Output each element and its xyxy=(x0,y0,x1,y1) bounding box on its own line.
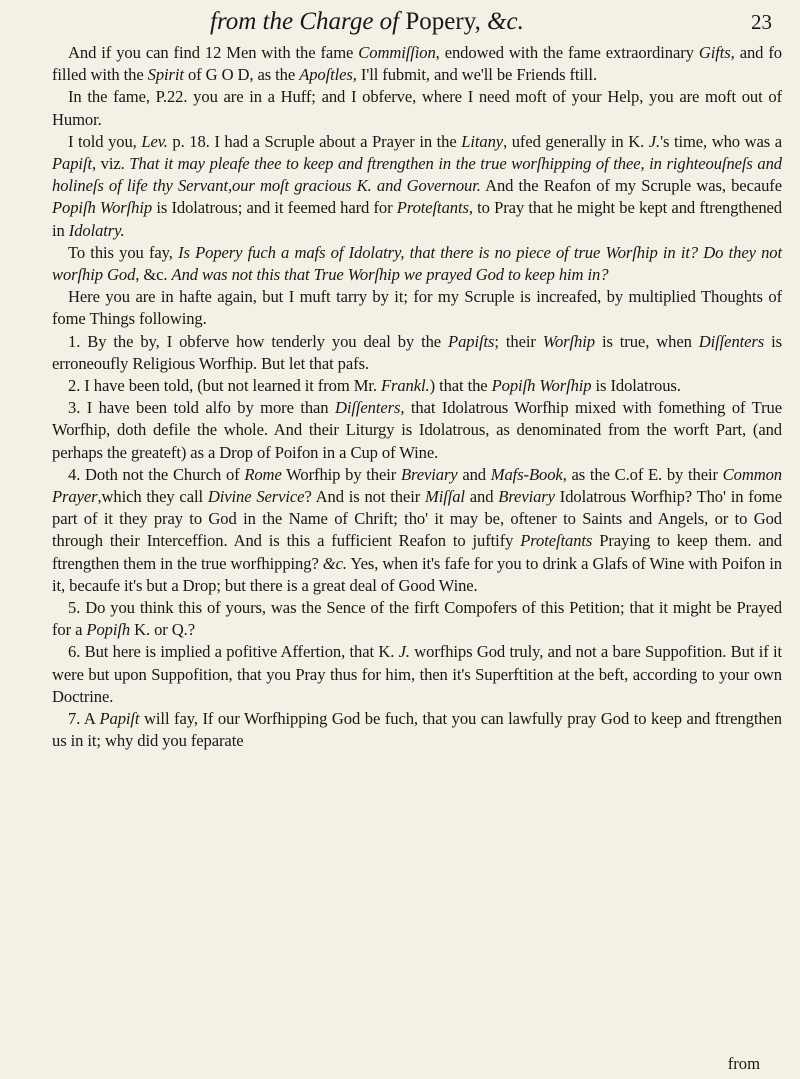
italic-run: Papiſt xyxy=(99,709,140,729)
text-run: ? And is not their xyxy=(304,487,425,507)
text-run: is Idolatrous; and it feemed hard for xyxy=(152,198,397,218)
text-run: 6. But here is implied a pofitive Affertion, that K. xyxy=(68,642,399,662)
running-head xyxy=(210,8,524,36)
italic-run: Proteſtants xyxy=(396,198,469,218)
italic-run: Gifts xyxy=(698,43,731,62)
italic-run: &c. xyxy=(322,553,347,573)
paragraph xyxy=(52,597,782,641)
paragraph xyxy=(52,397,782,464)
catchword: from xyxy=(727,1054,760,1073)
italic-run: Miſſal xyxy=(424,487,465,507)
text-run: , and fo filled with the xyxy=(52,43,782,85)
text-run: Idolatrous Worfhip? Tho' in fome part of it they pray to God in the Name of Chrift; tho' it may be, oftener to Saints and Angels, or to God through their Interceffion. And is this a fufficient Reafon to juftify xyxy=(52,487,782,551)
text-run: In the fame, P.22. you are in a Huff; and I obferve, where I need moft of your Help, you are moft out of Humor. xyxy=(52,87,782,129)
italic-run: Mafs-Book xyxy=(490,464,563,484)
text-run: 2. I have been told, (but not learned it from Mr. xyxy=(68,376,381,396)
text-run: Here you are in hafte again, but I muft tarry by it; for my Scruple is increafed, by multiplied Thoughts of fome Things following. xyxy=(52,287,782,329)
italic-run: Breviary xyxy=(400,464,458,484)
text-run: Praying to keep them. and ftrengthen them in the true worfhipping? xyxy=(52,531,782,573)
paragraph xyxy=(52,131,782,242)
italic-run: J. xyxy=(398,642,410,662)
italic-run: Divine Service xyxy=(207,487,305,507)
italic-run: Diſſenters xyxy=(334,398,401,418)
text-run: of G O D, as the xyxy=(183,65,300,85)
text-run: Worfhip by their xyxy=(281,464,401,484)
text-run: 7. A xyxy=(68,709,100,729)
text-run: , as the C.of E. by their xyxy=(562,464,723,484)
text-run: , ufed generally in K. xyxy=(503,131,649,151)
paragraph xyxy=(52,286,782,330)
italic-run: Litany xyxy=(461,131,504,151)
italic-run: Common Prayer xyxy=(52,464,782,507)
italic-run: Worſhip xyxy=(542,331,595,351)
paragraph xyxy=(52,708,782,752)
text-run: &c. xyxy=(139,265,172,285)
italic-run: Is Popery fuch a mafs of Idolatry, that there is no piece of true Worſhip in it? Do they not worſhip God, xyxy=(52,242,782,285)
text-run: And the Reafon of my Scruple was, becaufe xyxy=(480,176,782,196)
paragraph xyxy=(52,464,782,597)
italic-run: Popiſh xyxy=(86,620,131,640)
text-run: is true, when xyxy=(594,331,699,351)
text-run: and xyxy=(464,487,499,507)
text-run: ; their xyxy=(494,331,543,351)
italic-run: And was not this that True Worſhip we prayed God to keep him in? xyxy=(171,265,609,285)
paragraph xyxy=(52,42,782,86)
paragraph xyxy=(52,331,782,375)
text-run: 1. By the by, I obferve how tenderly you deal by the xyxy=(68,331,449,351)
text-run: worfhips God truly, and not a bare Suppofition. But if it were but upon Suppofition, that you Pray thus for him, then it's Superftition at the beft, according to your own Doctrine. xyxy=(52,642,782,706)
paragraph xyxy=(52,242,782,286)
italic-run: Apoſtles xyxy=(299,65,353,85)
paragraph xyxy=(52,375,782,397)
italic-run: Popiſh Worſhip xyxy=(52,198,153,218)
italic-run: Papiſt xyxy=(52,154,92,174)
text-run: Yes, when it's fafe for you to drink a Glafs of Wine with Poifon in it, becaufe it's but a Drop; but there is a great deal of Good Wine. xyxy=(52,553,782,595)
paragraph xyxy=(52,641,782,708)
italic-run: Papiſts xyxy=(448,331,495,351)
text-run: And if you can find 12 Men with the fame xyxy=(68,43,359,62)
page-number: 23 xyxy=(751,10,772,34)
italic-run: J. xyxy=(648,131,661,151)
italic-run: Popiſh Worſhip xyxy=(491,376,592,396)
body-text xyxy=(52,42,782,753)
text-run: 's time, who was a xyxy=(660,131,782,151)
text-run: 3. I have been told alfo by more than xyxy=(68,398,335,418)
italic-run: Spirit xyxy=(147,65,184,85)
page-header xyxy=(52,6,782,42)
italic-run: Lev. xyxy=(141,131,168,151)
text-run: is Idolatrous. xyxy=(591,376,681,396)
text-run: , I'll fubmit, and we'll be Friends ftill. xyxy=(352,65,597,85)
text-run: 4. Doth not the Church of xyxy=(68,464,245,484)
italic-run: Proteſtants xyxy=(520,531,593,551)
text-run: K. or Q.? xyxy=(130,620,195,640)
text-run: and xyxy=(457,464,491,484)
text-run: will fay, If our Worfhipping God be fuch, that you can lawfully pray God to keep and ftrengthen us in it; why did you feparate xyxy=(52,709,782,751)
text-run: 5. Do you think this of yours, was the Sence of the firft Compofers of this Petition; that it might be Prayed for a xyxy=(52,598,782,640)
italic-run: Idolatry. xyxy=(68,220,125,240)
text-run: I told you, xyxy=(68,131,142,151)
text-run: is erroneoufly Religious Worfhip. But let that pafs. xyxy=(52,331,782,373)
italic-run: Commiſſion xyxy=(358,43,436,62)
italic-run: Breviary xyxy=(498,487,555,507)
italic-run: Diſſenters xyxy=(698,331,765,351)
text-run: , endowed with the fame extraordinary xyxy=(435,43,699,62)
running-head-italic: from the Charge of xyxy=(210,8,400,35)
text-run: , viz. xyxy=(91,154,130,174)
running-head-etc: &c. xyxy=(487,8,524,35)
running-head-roman: Popery, xyxy=(399,8,488,35)
text-run: , that Idolatrous Worfhip mixed with fomething of True Worfhip, doth defile the whole. And their Liturgy is Idolatrous, as denominated from the worft Part, (and perhaps the greateft) as a Drop of Poifon in a Cup of Wine. xyxy=(52,398,783,462)
text-run: To this you fay, xyxy=(68,242,179,262)
text-run: ,which they call xyxy=(97,487,208,507)
italic-run: Rome xyxy=(244,464,282,484)
italic-run: That it may pleafe thee to keep and ftrengthen in the true worſhipping of thee, in righteouſneſs and holineſs of life thy Servant,our moſt gracious K. and Governour. xyxy=(52,154,782,196)
text-run: , to Pray that he might be kept and ftrengthened in xyxy=(52,198,782,240)
paragraph xyxy=(52,86,782,130)
italic-run: Frankl. xyxy=(380,376,430,396)
text-run: p. 18. I had a Scruple about a Prayer in the xyxy=(167,131,462,151)
text-run: ) that the xyxy=(429,376,492,396)
